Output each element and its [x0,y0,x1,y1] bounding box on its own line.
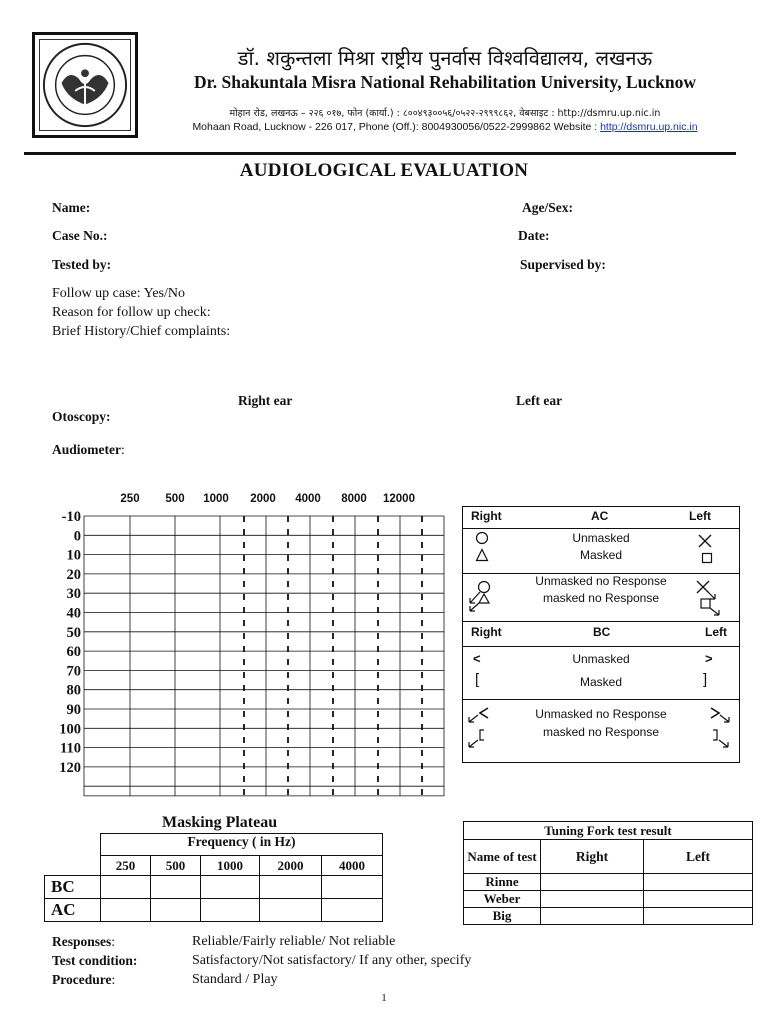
supervised-by-label: Supervised by: [520,257,606,272]
freq-label-500: 500 [165,493,185,505]
university-name-hindi: डॉ. शकुन्तला मिश्रा राष्ट्रीय पुनर्वास विश्वविद्यालय, लखनऊ [237,46,653,70]
legend-left-label: Left [689,509,711,523]
address-hindi: मोहान रोड, लखनऊ – २२६ ०१७, फोन (कार्या.) : ८००४९३००५६/०५२२-२९९९८६२, वेबसाइट : http://dsmru.up.nic.in [229,108,661,119]
page-number: 1 [381,992,387,1004]
table-row [464,891,753,908]
frequency-header: Frequency ( in Hz) [101,834,383,856]
responses-value: Reliable/Fairly reliable/ Not reliable [192,934,396,949]
case-no-label: Case No.: [52,228,108,243]
left-ear-label: Left ear [516,393,563,408]
legend-bc-right-label: Right [471,625,502,639]
freq-500: 500 [151,856,201,876]
procedure-label [52,972,115,988]
big-left-cell[interactable] [644,908,753,925]
legend-bc-unmasked-no-response: Unmasked no Response [535,707,667,721]
audiogram-db-labels [59,509,81,776]
db-label-80: 80 [66,682,81,699]
legend-bc-masked-no-response: masked no Response [542,725,660,739]
freq-label-12000: 12000 [383,493,415,505]
tuning-fork-table [463,821,753,925]
ac-cell[interactable] [201,899,260,922]
db-label-90: 90 [66,702,81,718]
legend-ac-masked: Masked [579,548,623,562]
test-big: Big [464,908,541,925]
weber-right-cell[interactable] [541,891,644,908]
legend-ac-unmasked: Unmasked [572,531,630,545]
name-label: Name: [52,200,91,215]
ac-cell[interactable] [260,899,322,922]
right-ear-label: Right ear [238,393,293,408]
procedure-label-text: Procedure [52,972,112,987]
university-seal-icon [40,39,130,131]
left-bc-unmasked-symbol: > [705,651,713,666]
freq-250: 250 [101,856,151,876]
legend-ac-unmasked-no-response: Unmasked no Response [535,574,667,588]
reason-follow-up: Reason for follow up check: [52,305,211,320]
col-left: Left [644,840,753,874]
db-label-20: 20 [66,566,81,583]
freq-label-4000: 4000 [295,493,321,505]
procedure-value: Standard / Play [192,972,278,987]
ac-cell[interactable] [151,899,201,922]
legend-divider [463,699,739,700]
legend-ac-label: AC [591,509,609,523]
masking-plateau-title: Masking Plateau [162,814,278,831]
website-link[interactable]: http://dsmru.up.nic.in [600,121,698,133]
db-label-70: 70 [66,663,81,680]
db-label-50: 50 [66,624,81,641]
big-right-cell[interactable] [541,908,644,925]
legend-ac-header [463,509,739,527]
db-label-120: 120 [59,759,81,776]
bc-cell[interactable] [101,876,151,899]
header-divider [24,152,736,155]
table-row [45,876,383,899]
audiogram-grid [84,516,444,796]
procedure-colon: : [111,972,116,987]
ac-cell[interactable] [322,899,383,922]
bc-cell[interactable] [151,876,201,899]
legend-divider [463,646,739,647]
db-label-60: 60 [66,644,81,661]
freq-label-250: 250 [120,493,140,505]
freq-2000: 2000 [260,856,322,876]
legend-ac-masked-no-response: masked no Response [542,591,660,605]
tuning-fork-title: Tuning Fork test result [464,822,753,840]
university-logo [32,32,138,138]
left-ac-unmasked-x-icon [697,533,713,549]
test-condition-value: Satisfactory/Not satisfactory/ If any other, specify [192,953,472,968]
frequency-row [45,856,383,876]
col-right: Right [541,840,644,874]
legend-bc-left-label: Left [705,625,727,639]
legend-bc-header [463,625,739,643]
db-label-110: 110 [60,740,81,757]
audiometer-label [52,442,125,458]
test-condition-label: Test condition: [52,953,138,968]
audiometer-colon: : [120,442,125,457]
ac-cell[interactable] [101,899,151,922]
document-title: AUDIOLOGICAL EVALUATION [239,160,529,181]
right-bc-unmasked-symbol: < [473,651,481,666]
left-ac-no-response-icon [695,579,725,617]
db-label-100: 100 [59,721,81,738]
address-english [150,121,740,133]
bc-row-label: BC [45,876,101,899]
col-name-of-test: Name of test [464,840,541,874]
header-row [464,840,753,874]
freq-label-1000: 1000 [203,493,229,505]
bc-cell[interactable] [201,876,260,899]
db-label-0: 0 [73,528,81,545]
audiogram-frequency-labels [120,493,415,505]
legend-bc-label: BC [593,625,611,639]
freq-label-2000: 2000 [250,493,276,505]
responses-label [52,934,115,950]
db-label--10: -10 [61,509,81,525]
rinne-left-cell[interactable] [644,874,753,891]
left-bc-masked-symbol: ] [703,671,708,688]
table-spacer [45,856,101,876]
follow-up-case: Follow up case: Yes/No [52,286,186,301]
freq-label-8000: 8000 [341,493,367,505]
ac-row-label: AC [45,899,101,922]
left-bc-no-response-icon [707,705,737,753]
freq-4000: 4000 [322,856,383,876]
db-label-10: 10 [66,547,81,564]
legend-divider [463,528,739,529]
bc-cell[interactable] [322,876,383,899]
left-ac-masked-square-icon [701,552,713,564]
table-row [45,899,383,922]
age-sex-label: Age/Sex: [522,200,573,215]
brief-history: Brief History/Chief complaints: [52,324,231,339]
masking-plateau-table [44,833,383,922]
legend-bc-unmasked: Unmasked [572,652,630,666]
rinne-right-cell[interactable] [541,874,644,891]
address-text: Mohaan Road, Lucknow - 226 017, Phone (Off.): 8004930056/0522-2999862 Website : [192,121,601,133]
db-label-30: 30 [66,586,81,603]
test-weber: Weber [464,891,541,908]
bc-cell[interactable] [260,876,322,899]
legend-bc-masked: Masked [579,675,623,689]
responses-colon: : [111,934,116,949]
university-name-english: Dr. Shakuntala Misra National Rehabilitation University, Lucknow [193,72,697,92]
responses-label-text: Responses [52,934,112,949]
audiogram-chart[interactable] [48,486,448,806]
db-label-40: 40 [66,605,81,622]
test-rinne: Rinne [464,874,541,891]
otoscopy-label: Otoscopy: [52,409,111,424]
audiogram-symbol-legend [462,506,740,763]
table-row [464,908,753,925]
tested-by-label: Tested by: [52,257,112,272]
table-spacer [45,834,101,856]
weber-left-cell[interactable] [644,891,753,908]
date-label: Date: [518,228,550,243]
right-bc-masked-symbol: [ [475,671,480,688]
freq-1000: 1000 [201,856,260,876]
audiometer-label-text: Audiometer [52,442,121,457]
legend-divider [463,621,739,622]
legend-right-label: Right [471,509,502,523]
table-row [464,874,753,891]
